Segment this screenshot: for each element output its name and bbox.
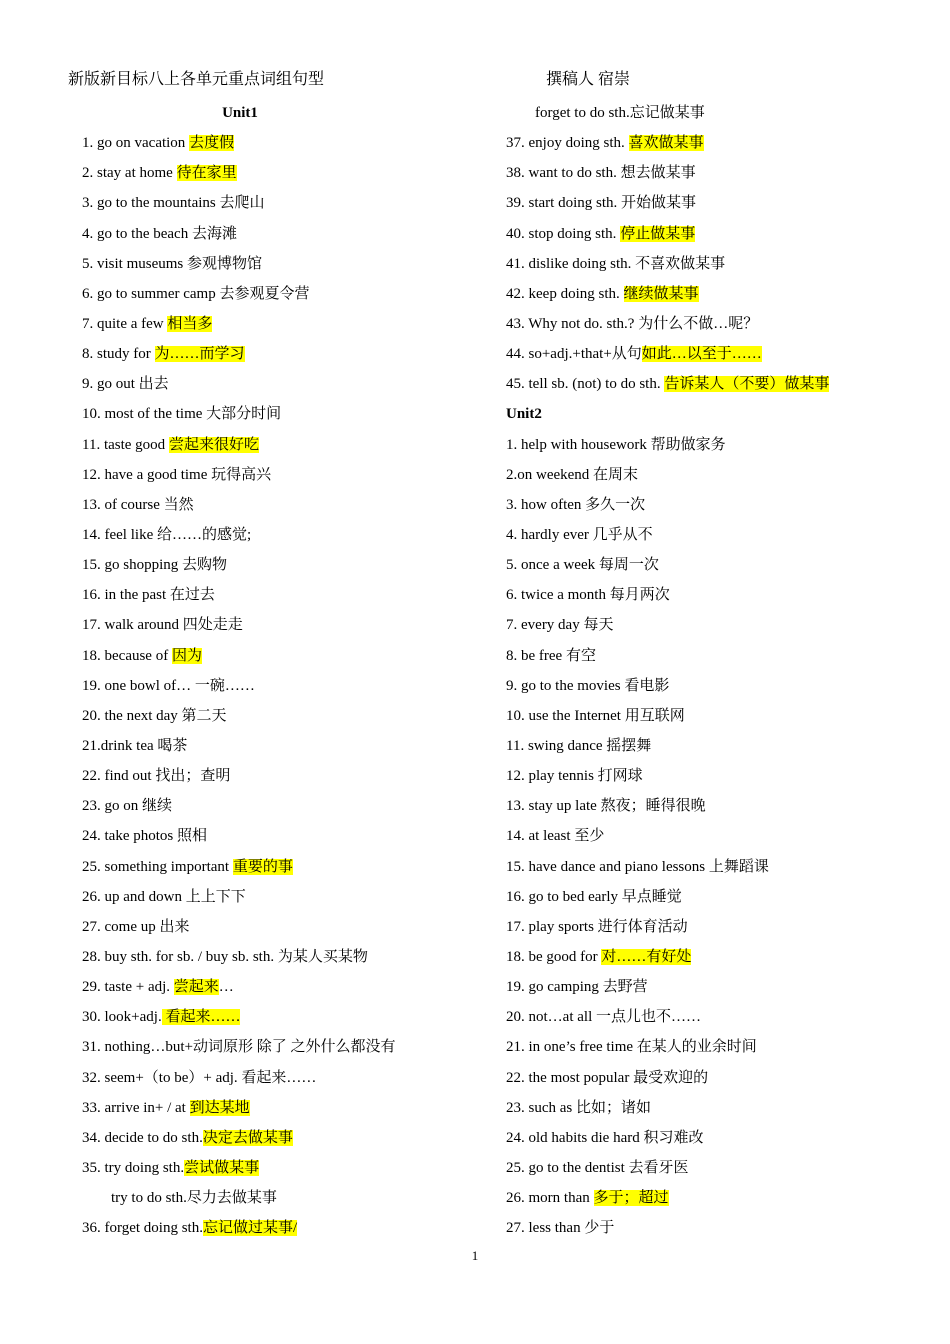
phrase-text: 35. try doing sth. — [82, 1159, 185, 1176]
phrase-text: 5. visit museums 参观博物馆 — [82, 255, 263, 272]
phrase-item — [82, 1123, 502, 1153]
phrase-item — [82, 641, 502, 671]
phrase-text: 3. how often 多久一次 — [506, 496, 646, 513]
phrase-text: 29. taste + adj. — [82, 979, 174, 996]
phrase-item — [506, 671, 926, 701]
phrase-item — [506, 852, 926, 882]
phrase-item — [506, 1123, 926, 1153]
phrase-item — [82, 791, 502, 821]
phrase-item — [82, 610, 502, 640]
phrase-text: 23. go on 继续 — [82, 798, 173, 815]
phrase-item — [82, 852, 502, 882]
phrase-text: 40. stop doing sth. — [506, 225, 621, 242]
phrase-item — [82, 1183, 502, 1213]
phrase-text: 12. play tennis 打网球 — [506, 768, 643, 785]
phrase-item — [82, 912, 502, 942]
phrase-item — [506, 520, 926, 550]
phrase-item — [506, 550, 926, 580]
phrase-item — [82, 1093, 502, 1123]
phrase-item — [506, 580, 926, 610]
phrase-text: 24. take photos 照相 — [82, 828, 207, 845]
phrase-item — [506, 369, 926, 399]
phrase-text: 21. in one’s free time 在某人的业余时间 — [506, 1039, 757, 1056]
phrase-item — [506, 1183, 926, 1213]
phrase-text: 13. stay up late 熬夜；睡得很晚 — [506, 798, 706, 815]
phrase-text: 11. swing dance 摇摆舞 — [506, 737, 652, 754]
phrase-text: 5. once a week 每周一次 — [506, 557, 659, 574]
phrase-text: 42. keep doing sth. — [506, 285, 624, 302]
highlighted-meaning: 告诉某人（不要）做某事 — [664, 376, 830, 393]
phrase-text: 33. arrive in+ / at — [82, 1099, 190, 1116]
highlighted-meaning: 尝起来很好吃 — [168, 436, 259, 453]
phrase-item — [506, 942, 926, 972]
left-column — [82, 98, 502, 1243]
phrase-text: 22. the most popular 最受欢迎的 — [506, 1069, 709, 1086]
phrase-item — [82, 430, 502, 460]
phrase-text: 20. the next day 第二天 — [82, 707, 227, 724]
phrase-item — [506, 1213, 926, 1243]
phrase-text: 41. dislike doing sth. 不喜欢做某事 — [506, 255, 726, 272]
highlighted-meaning: 喜欢做某事 — [628, 135, 704, 152]
phrase-text: 28. buy sth. for sb. / buy sb. sth. 为某人买某物 — [82, 948, 368, 965]
phrase-text: 23. such as 比如；诸如 — [506, 1099, 651, 1116]
phrase-text: 22. find out 找出；查明 — [82, 768, 231, 785]
phrase-item — [82, 520, 502, 550]
phrase-item — [506, 219, 926, 249]
phrase-text: 25. something important — [82, 858, 233, 875]
unit-heading — [82, 98, 398, 128]
document-title: 新版新目标八上各单元重点词组句型 — [68, 71, 325, 88]
phrase-text: 18. be good for — [506, 948, 602, 965]
phrase-item — [506, 791, 926, 821]
phrase-text: 17. play sports 进行体育活动 — [506, 918, 688, 935]
phrase-text: 6. go to summer camp 去参观夏令营 — [82, 285, 310, 302]
phrase-text: 8. study for — [82, 346, 155, 363]
phrase-item — [82, 671, 502, 701]
phrase-text: 21.drink tea 喝茶 — [82, 737, 188, 754]
phrase-text: 27. less than 少于 — [506, 1220, 615, 1237]
highlighted-meaning: 相当多 — [167, 315, 213, 332]
highlighted-meaning: 对……有好处 — [601, 948, 692, 965]
phrase-text: 36. forget doing sth. — [82, 1220, 203, 1237]
phrase-item — [82, 701, 502, 731]
phrase-text: Unit1 — [222, 105, 258, 121]
phrase-item — [82, 279, 502, 309]
phrase-item — [82, 369, 502, 399]
page-number: 1 — [471, 1248, 479, 1263]
phrase-item — [506, 1063, 926, 1093]
phrase-item — [82, 399, 502, 429]
phrase-text: try to do sth.尽力去做某事 — [111, 1190, 277, 1207]
phrase-text: 10. most of the time 大部分时间 — [82, 406, 282, 423]
phrase-text: 10. use the Internet 用互联网 — [506, 707, 685, 724]
phrase-text: 45. tell sb. (not) to do sth. — [506, 376, 665, 393]
phrase-text: 31. nothing…but+动词原形 除了 之外什么都没有 — [82, 1039, 396, 1056]
phrase-item — [82, 1153, 502, 1183]
phrase-item — [82, 460, 502, 490]
highlighted-meaning: 多于；超过 — [593, 1190, 669, 1207]
phrase-text: 9. go to the movies 看电影 — [506, 677, 670, 694]
phrase-item — [82, 821, 502, 851]
phrase-item — [506, 430, 926, 460]
phrase-text: 18. because of — [82, 647, 172, 664]
phrase-text: 14. feel like 给……的感觉; — [82, 526, 252, 543]
phrase-item — [82, 731, 502, 761]
phrase-item — [82, 882, 502, 912]
phrase-item — [82, 1213, 502, 1243]
highlighted-meaning: 重要的事 — [232, 858, 293, 875]
highlighted-meaning: 尝起来 — [173, 979, 219, 996]
phrase-text: 44. so+adj.+that+从句 — [506, 346, 642, 363]
phrase-item — [82, 972, 502, 1002]
phrase-text: 27. come up 出来 — [82, 918, 190, 935]
phrase-text: 43. Why not do. sth.? 为什么不做…呢？ — [506, 315, 759, 332]
phrase-text: 1. go on vacation — [82, 135, 190, 152]
phrase-item — [82, 219, 502, 249]
highlighted-meaning: 到达某地 — [189, 1099, 250, 1116]
phrase-item — [506, 972, 926, 1002]
highlighted-meaning: 继续做某事 — [623, 285, 699, 302]
phrase-item — [506, 641, 926, 671]
phrase-text: 4. go to the beach 去海滩 — [82, 225, 237, 242]
phrase-item — [506, 821, 926, 851]
phrase-item — [82, 761, 502, 791]
highlighted-meaning: 待在家里 — [176, 165, 237, 182]
phrase-text: 13. of course 当然 — [82, 496, 194, 513]
phrase-item — [506, 1032, 926, 1062]
phrase-item — [506, 460, 926, 490]
phrase-text: 6. twice a month 每月两次 — [506, 587, 670, 604]
phrase-item — [506, 1093, 926, 1123]
right-column — [506, 98, 926, 1243]
phrase-item — [506, 761, 926, 791]
phrase-text: 7. quite a few — [82, 315, 168, 332]
phrase-item — [82, 942, 502, 972]
phrase-text: 1. help with housework 帮助做家务 — [506, 436, 726, 453]
highlighted-meaning: 尝试做某事 — [184, 1159, 260, 1176]
phrase-text: 12. have a good time 玩得高兴 — [82, 466, 272, 483]
phrase-item — [82, 1063, 502, 1093]
phrase-item — [506, 1002, 926, 1032]
phrase-text: 25. go to the dentist 去看牙医 — [506, 1159, 689, 1176]
highlighted-meaning: 如此…以至于…… — [641, 346, 762, 363]
phrase-item — [82, 309, 502, 339]
phrase-text: 16. go to bed early 早点睡觉 — [506, 888, 682, 905]
phrase-item — [82, 1032, 502, 1062]
highlighted-meaning: 去度假 — [189, 135, 235, 152]
author-credit: 撰稿人 宿崇 — [546, 71, 631, 88]
highlighted-meaning: 为……而学习 — [154, 346, 245, 363]
phrase-text: 37. enjoy doing sth. — [506, 135, 629, 152]
phrase-text: 32. seem+（to be）+ adj. 看起来…… — [82, 1069, 317, 1086]
phrase-item — [82, 249, 502, 279]
phrase-item — [506, 1153, 926, 1183]
phrase-text: 39. start doing sth. 开始做某事 — [506, 195, 696, 212]
phrase-text: 19. go camping 去野营 — [506, 979, 648, 996]
phrase-item — [82, 128, 502, 158]
highlighted-meaning: 停止做某事 — [620, 225, 696, 242]
phrase-text: 9. go out 出去 — [82, 376, 169, 393]
phrase-text: 26. morn than — [506, 1190, 594, 1207]
phrase-item — [82, 550, 502, 580]
phrase-text: 7. every day 每天 — [506, 617, 614, 634]
phrase-item — [82, 1002, 502, 1032]
unit-heading — [506, 399, 926, 429]
phrase-item — [506, 882, 926, 912]
phrase-item — [506, 279, 926, 309]
highlighted-meaning: 忘记做过某事/ — [202, 1220, 298, 1237]
phrase-item — [506, 490, 926, 520]
phrase-text: 2. stay at home — [82, 165, 177, 182]
phrase-text: 14. at least 至少 — [506, 828, 605, 845]
phrase-text: 24. old habits die hard 积习难改 — [506, 1129, 704, 1146]
phrase-item — [506, 158, 926, 188]
highlighted-meaning: 决定去做某事 — [202, 1129, 293, 1146]
phrase-item — [82, 580, 502, 610]
phrase-text: 16. in the past 在过去 — [82, 587, 215, 604]
phrase-item — [506, 188, 926, 218]
highlighted-meaning: 看起来…… — [161, 1009, 241, 1026]
phrase-item — [82, 339, 502, 369]
phrase-item — [506, 249, 926, 279]
phrase-suffix: … — [218, 979, 234, 996]
phrase-item — [506, 701, 926, 731]
phrase-item — [506, 610, 926, 640]
phrase-text: 4. hardly ever 几乎从不 — [506, 526, 653, 543]
phrase-text: 15. have dance and piano lessons 上舞蹈课 — [506, 858, 769, 875]
phrase-item — [82, 188, 502, 218]
phrase-text: 26. up and down 上上下下 — [82, 888, 246, 905]
phrase-item — [506, 912, 926, 942]
phrase-text: Unit2 — [506, 406, 542, 423]
phrase-item — [82, 490, 502, 520]
phrase-item — [506, 128, 926, 158]
phrase-text: 11. taste good — [82, 436, 169, 453]
phrase-text: 30. look+adj. — [82, 1009, 162, 1026]
phrase-text: 38. want to do sth. 想去做某事 — [506, 165, 696, 182]
phrase-text: 17. walk around 四处走走 — [82, 617, 243, 634]
phrase-text: 3. go to the mountains 去爬山 — [82, 195, 265, 212]
phrase-item — [506, 731, 926, 761]
phrase-item — [506, 339, 926, 369]
phrase-text: 8. be free 有空 — [506, 647, 596, 664]
phrase-text: 2.on weekend 在周末 — [506, 466, 639, 483]
phrase-item — [82, 158, 502, 188]
phrase-text: forget to do sth.忘记做某事 — [535, 105, 705, 121]
phrase-item — [506, 98, 926, 128]
phrase-item — [506, 309, 926, 339]
phrase-text: 19. one bowl of… 一碗…… — [82, 677, 255, 694]
phrase-text: 20. not…at all 一点儿也不…… — [506, 1009, 701, 1026]
phrase-text: 15. go shopping 去购物 — [82, 557, 228, 574]
phrase-text: 34. decide to do sth. — [82, 1129, 203, 1146]
highlighted-meaning: 因为 — [171, 647, 202, 664]
